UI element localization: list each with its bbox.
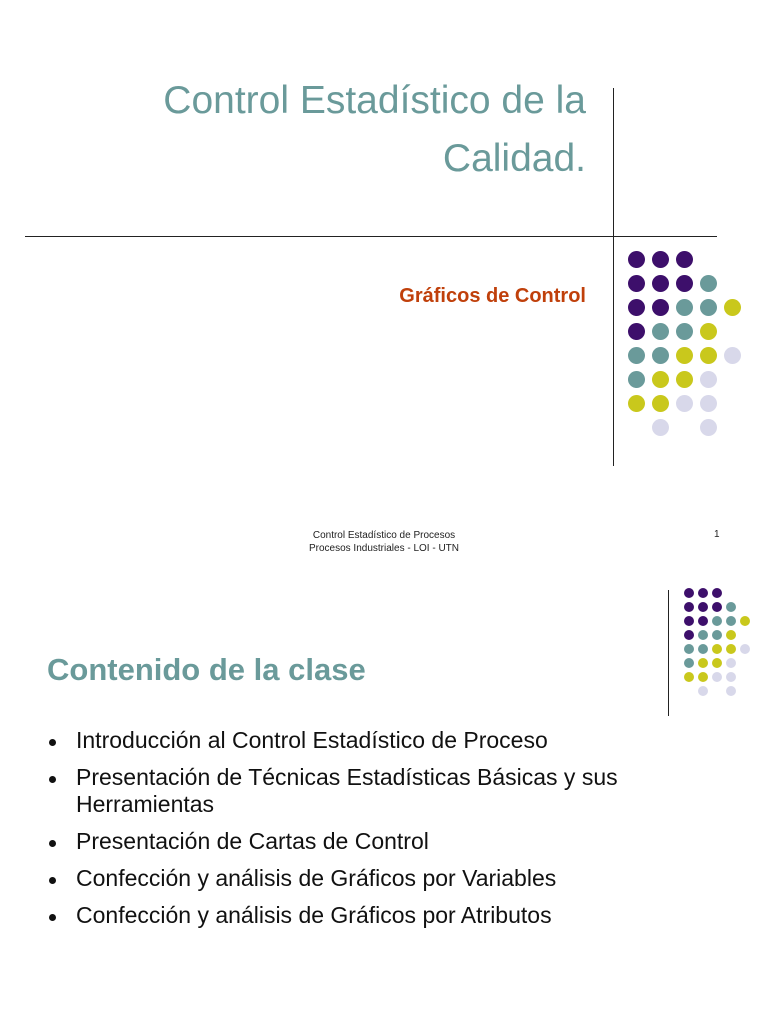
dot-icon bbox=[712, 658, 722, 668]
dot-icon bbox=[724, 299, 741, 316]
dot-icon bbox=[676, 251, 693, 268]
list-item: Presentación de Cartas de Control bbox=[47, 828, 737, 855]
dot-icon bbox=[628, 395, 645, 412]
dot-icon bbox=[652, 419, 669, 436]
dot-icon bbox=[698, 672, 708, 682]
dot-icon bbox=[684, 658, 694, 668]
dot-icon bbox=[726, 630, 736, 640]
list-item: Confección y análisis de Gráficos por Variables bbox=[47, 865, 737, 892]
vertical-divider-small bbox=[668, 590, 669, 716]
bullet-icon bbox=[49, 914, 56, 921]
dot-icon bbox=[712, 630, 722, 640]
dot-icon bbox=[698, 616, 708, 626]
slide-footer bbox=[234, 529, 534, 555]
dot-icon bbox=[698, 644, 708, 654]
list-item: Presentación de Técnicas Estadísticas Básicas y sus Herramientas bbox=[47, 764, 737, 818]
dot-icon bbox=[652, 299, 669, 316]
dot-icon bbox=[700, 395, 717, 412]
dot-icon bbox=[700, 371, 717, 388]
dot-icon bbox=[700, 299, 717, 316]
bullet-list bbox=[47, 727, 737, 939]
dot-icon bbox=[628, 371, 645, 388]
dot-icon bbox=[628, 251, 645, 268]
dot-icon bbox=[712, 602, 722, 612]
dot-icon bbox=[726, 686, 736, 696]
dot-icon bbox=[740, 644, 750, 654]
dot-icon bbox=[652, 395, 669, 412]
dot-icon bbox=[684, 588, 694, 598]
dot-icon bbox=[724, 347, 741, 364]
dot-icon bbox=[726, 644, 736, 654]
page-number: 1 bbox=[714, 529, 720, 540]
list-item: Introducción al Control Estadístico de Proceso bbox=[47, 727, 737, 754]
dot-icon bbox=[652, 323, 669, 340]
bullet-icon bbox=[49, 739, 56, 746]
dot-icon bbox=[700, 347, 717, 364]
dot-icon bbox=[740, 616, 750, 626]
dot-icon bbox=[726, 602, 736, 612]
dot-icon bbox=[712, 616, 722, 626]
dot-icon bbox=[684, 630, 694, 640]
bullet-icon bbox=[49, 776, 56, 783]
dot-icon bbox=[698, 602, 708, 612]
dot-icon bbox=[676, 395, 693, 412]
dot-icon bbox=[652, 371, 669, 388]
dot-icon bbox=[652, 275, 669, 292]
slide-subtitle: Gráficos de Control bbox=[399, 285, 586, 307]
dot-icon bbox=[698, 630, 708, 640]
list-item: Confección y análisis de Gráficos por Atributos bbox=[47, 902, 737, 929]
footer-line-2: Procesos Industriales - LOI - UTN bbox=[308, 543, 460, 554]
dot-icon bbox=[676, 275, 693, 292]
dot-icon bbox=[684, 616, 694, 626]
dot-icon bbox=[652, 347, 669, 364]
dot-icon bbox=[684, 602, 694, 612]
dot-icon bbox=[628, 347, 645, 364]
title-line-2: Calidad. bbox=[442, 137, 586, 180]
dot-icon bbox=[712, 588, 722, 598]
slide-2 bbox=[0, 572, 768, 1024]
dot-icon bbox=[726, 616, 736, 626]
dot-icon bbox=[676, 347, 693, 364]
slide-heading: Contenido de la clase bbox=[47, 652, 366, 687]
dot-icon bbox=[700, 275, 717, 292]
dot-icon bbox=[652, 251, 669, 268]
dot-icon bbox=[726, 658, 736, 668]
dot-icon bbox=[676, 299, 693, 316]
dot-icon bbox=[684, 644, 694, 654]
slide-title bbox=[66, 72, 586, 188]
dot-icon bbox=[698, 588, 708, 598]
vertical-divider bbox=[613, 88, 614, 466]
dot-icon bbox=[628, 299, 645, 316]
bullet-icon bbox=[49, 840, 56, 847]
dot-icon bbox=[726, 672, 736, 682]
dot-icon bbox=[684, 672, 694, 682]
footer-line-1: Control Estadístico de Procesos bbox=[312, 530, 456, 541]
dot-icon bbox=[712, 672, 722, 682]
dot-icon bbox=[712, 644, 722, 654]
dot-icon bbox=[698, 686, 708, 696]
dot-icon bbox=[700, 419, 717, 436]
dot-icon bbox=[700, 323, 717, 340]
dot-icon bbox=[676, 371, 693, 388]
title-line-1: Control Estadístico de la bbox=[163, 79, 586, 122]
dot-icon bbox=[676, 323, 693, 340]
dot-icon bbox=[628, 275, 645, 292]
dot-icon bbox=[628, 323, 645, 340]
dot-icon bbox=[698, 658, 708, 668]
bullet-icon bbox=[49, 877, 56, 884]
